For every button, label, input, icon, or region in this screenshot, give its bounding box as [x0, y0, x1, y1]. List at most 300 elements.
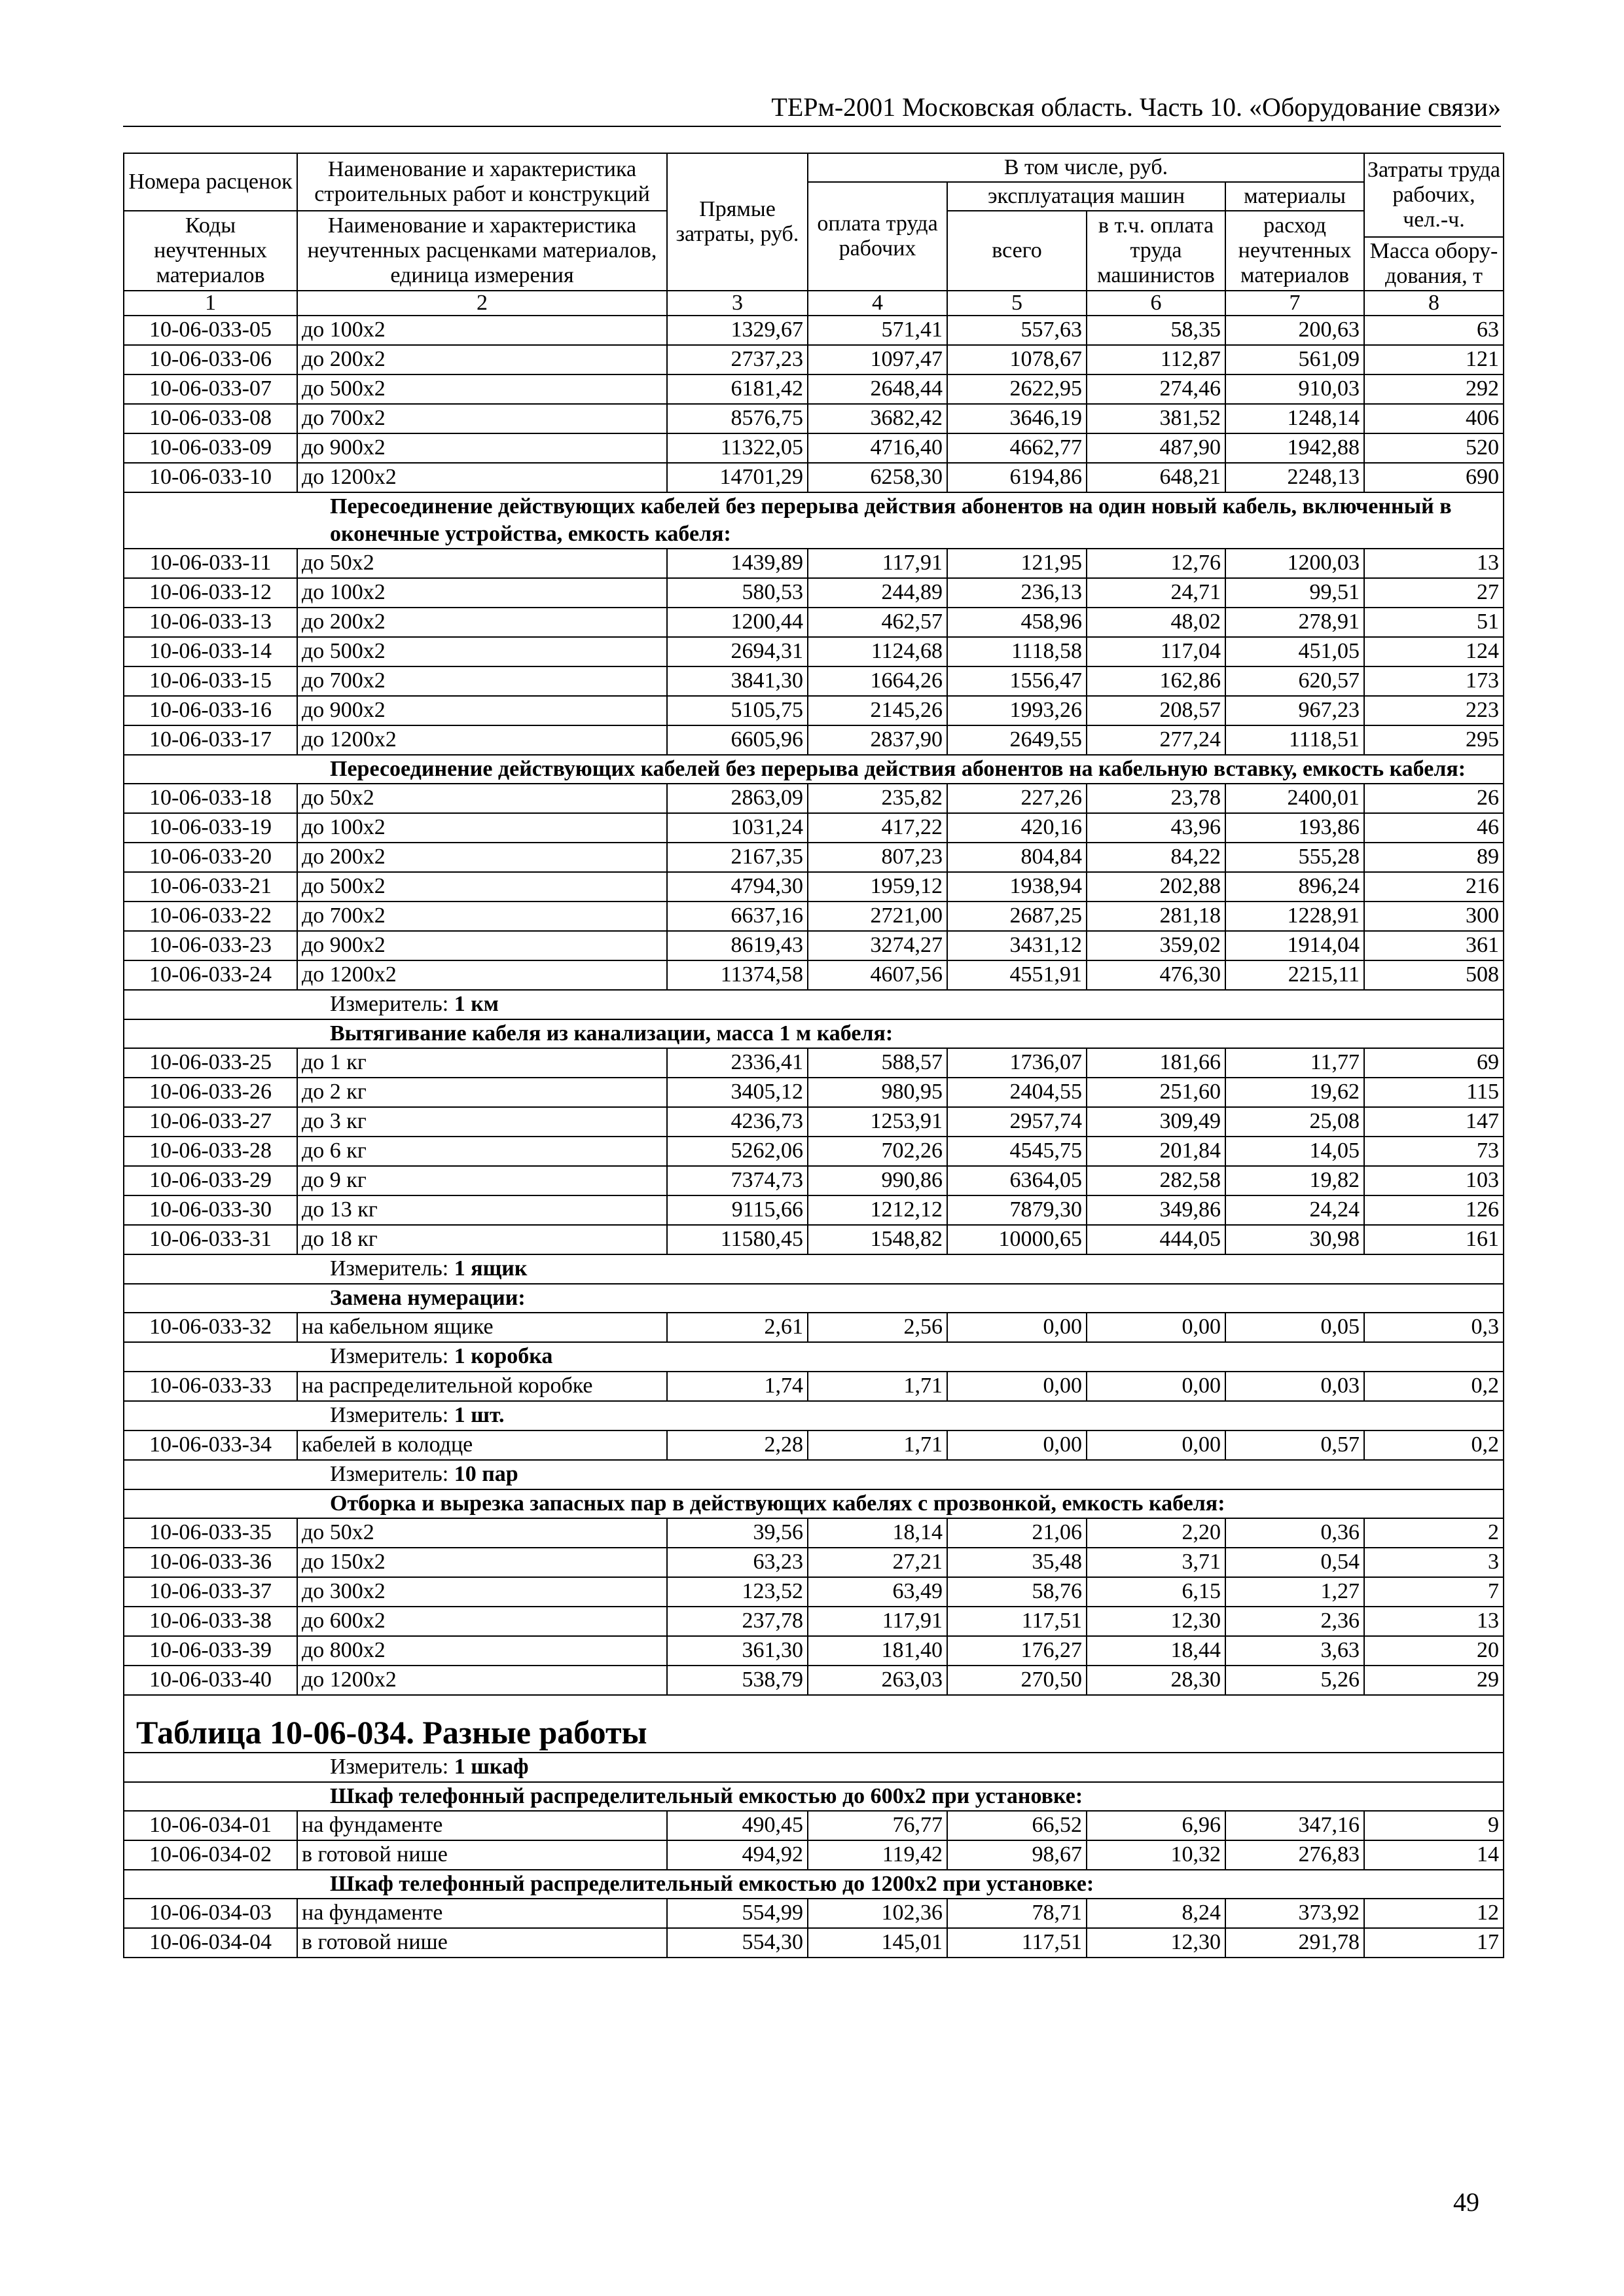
table-row	[124, 843, 1504, 872]
direct-costs: 1329,67	[667, 316, 808, 345]
work-name: до 6 кг	[297, 1137, 667, 1166]
materials: 1200,03	[1225, 549, 1364, 578]
column-number-row	[124, 291, 1504, 316]
rate-code: 10-06-033-20	[124, 843, 297, 872]
work-name: до 50х2	[297, 549, 667, 578]
column-number: 3	[667, 291, 808, 316]
materials: 1228,91	[1225, 902, 1364, 931]
rate-code: 10-06-034-01	[124, 1811, 297, 1840]
rate-code: 10-06-033-16	[124, 696, 297, 725]
worker-pay: 4607,56	[808, 960, 947, 990]
machine-total: 4545,75	[947, 1137, 1087, 1166]
measure-unit: 1 шт.	[454, 1403, 505, 1427]
worker-pay: 1664,26	[808, 666, 947, 696]
worker-pay: 244,89	[808, 578, 947, 608]
labor-costs: 9	[1364, 1811, 1504, 1840]
machine-total: 458,96	[947, 608, 1087, 637]
worker-pay: 117,91	[808, 549, 947, 578]
table-row	[124, 578, 1504, 608]
table-row	[124, 1666, 1504, 1695]
table-row	[124, 1518, 1504, 1548]
table-row	[124, 637, 1504, 666]
worker-pay: 462,57	[808, 608, 947, 637]
col-header-rate-number: Номера расценок	[124, 153, 297, 211]
rate-code: 10-06-033-06	[124, 345, 297, 374]
labor-costs: 0,2	[1364, 1372, 1504, 1401]
rate-code: 10-06-033-07	[124, 374, 297, 404]
operator-pay: 6,15	[1087, 1577, 1225, 1607]
column-number: 7	[1225, 291, 1364, 316]
direct-costs: 2694,31	[667, 637, 808, 666]
labor-costs: 12	[1364, 1899, 1504, 1928]
operator-pay: 359,02	[1087, 931, 1225, 960]
table-row	[124, 1840, 1504, 1870]
operator-pay: 0,00	[1087, 1313, 1225, 1342]
col-header-work-name: Наименование и характеристика строительных работ и конструкций	[297, 153, 667, 211]
machine-total: 98,67	[947, 1840, 1087, 1870]
machine-total: 0,00	[947, 1313, 1087, 1342]
machine-total: 270,50	[947, 1666, 1087, 1695]
work-name: в готовой нише	[297, 1928, 667, 1958]
worker-pay: 588,57	[808, 1048, 947, 1078]
operator-pay: 112,87	[1087, 345, 1225, 374]
measure-row	[124, 1254, 1504, 1284]
table-row	[124, 960, 1504, 990]
direct-costs: 8576,75	[667, 404, 808, 433]
work-name: до 200х2	[297, 843, 667, 872]
measure-label: Измеритель:	[330, 1256, 454, 1281]
section-row	[124, 1489, 1504, 1518]
work-name: до 300х2	[297, 1577, 667, 1607]
table-row	[124, 872, 1504, 902]
table-row	[124, 1577, 1504, 1607]
worker-pay: 3274,27	[808, 931, 947, 960]
measure-label: Измеритель:	[330, 1755, 454, 1779]
rate-code: 10-06-033-15	[124, 666, 297, 696]
measure-unit: 1 км	[454, 992, 499, 1016]
table-row	[124, 608, 1504, 637]
table-row	[124, 316, 1504, 345]
rate-code: 10-06-033-25	[124, 1048, 297, 1078]
worker-pay: 119,42	[808, 1840, 947, 1870]
worker-pay: 235,82	[808, 784, 947, 813]
machine-total: 2957,74	[947, 1107, 1087, 1137]
labor-costs: 20	[1364, 1636, 1504, 1666]
operator-pay: 12,30	[1087, 1928, 1225, 1958]
rate-code: 10-06-033-18	[124, 784, 297, 813]
materials: 2,36	[1225, 1607, 1364, 1636]
work-name: на фундаменте	[297, 1899, 667, 1928]
table-row	[124, 1430, 1504, 1460]
direct-costs: 2863,09	[667, 784, 808, 813]
table-row	[124, 1928, 1504, 1958]
operator-pay: 0,00	[1087, 1430, 1225, 1460]
operator-pay: 277,24	[1087, 725, 1225, 755]
measure-cell	[297, 1753, 1504, 1782]
work-name: до 150х2	[297, 1548, 667, 1577]
col-header-material-name: Наименование и характеристика неучтенных расценками материалов, единица измерения	[297, 211, 667, 291]
rate-code: 10-06-033-28	[124, 1137, 297, 1166]
machine-total: 804,84	[947, 843, 1087, 872]
operator-pay: 201,84	[1087, 1137, 1225, 1166]
direct-costs: 237,78	[667, 1607, 808, 1636]
work-name: до 900х2	[297, 931, 667, 960]
direct-costs: 1439,89	[667, 549, 808, 578]
labor-costs: 124	[1364, 637, 1504, 666]
worker-pay: 1548,82	[808, 1225, 947, 1254]
operator-pay: 274,46	[1087, 374, 1225, 404]
column-number: 5	[947, 291, 1087, 316]
rate-code: 10-06-033-35	[124, 1518, 297, 1548]
materials: 14,05	[1225, 1137, 1364, 1166]
rate-code: 10-06-033-17	[124, 725, 297, 755]
operator-pay: 181,66	[1087, 1048, 1225, 1078]
worker-pay: 27,21	[808, 1548, 947, 1577]
measure-label: Измеритель:	[330, 1462, 454, 1486]
operator-pay: 84,22	[1087, 843, 1225, 872]
rates-table	[123, 153, 1504, 1958]
work-name: до 900х2	[297, 696, 667, 725]
materials: 0,05	[1225, 1313, 1364, 1342]
labor-costs: 0,3	[1364, 1313, 1504, 1342]
direct-costs: 4236,73	[667, 1107, 808, 1137]
labor-costs: 51	[1364, 608, 1504, 637]
section-row	[124, 1870, 1504, 1899]
operator-pay: 3,71	[1087, 1548, 1225, 1577]
direct-costs: 490,45	[667, 1811, 808, 1840]
machine-total: 2649,55	[947, 725, 1087, 755]
machine-total: 1993,26	[947, 696, 1087, 725]
operator-pay: 648,21	[1087, 463, 1225, 492]
rate-code: 10-06-033-30	[124, 1195, 297, 1225]
work-name: кабелей в колодце	[297, 1430, 667, 1460]
measure-unit: 1 шкаф	[454, 1755, 529, 1779]
rate-code: 10-06-034-04	[124, 1928, 297, 1958]
table-row	[124, 345, 1504, 374]
rate-code: 10-06-033-21	[124, 872, 297, 902]
section-blank	[124, 1489, 297, 1518]
rate-code: 10-06-033-24	[124, 960, 297, 990]
labor-costs: 115	[1364, 1078, 1504, 1107]
labor-costs: 292	[1364, 374, 1504, 404]
labor-costs: 69	[1364, 1048, 1504, 1078]
labor-costs: 161	[1364, 1225, 1504, 1254]
measure-unit: 1 коробка	[454, 1344, 553, 1368]
materials: 24,24	[1225, 1195, 1364, 1225]
measure-blank	[124, 1254, 297, 1284]
section-title: Отборка и вырезка запасных пар в действующих кабелях с прозвонкой, емкость кабеля:	[297, 1489, 1504, 1518]
rate-code: 10-06-033-14	[124, 637, 297, 666]
rate-code: 10-06-033-19	[124, 813, 297, 843]
machine-total: 6194,86	[947, 463, 1087, 492]
machine-total: 176,27	[947, 1636, 1087, 1666]
labor-costs: 14	[1364, 1840, 1504, 1870]
direct-costs: 2,61	[667, 1313, 808, 1342]
labor-costs: 73	[1364, 1137, 1504, 1166]
work-name: до 100х2	[297, 813, 667, 843]
labor-costs: 13	[1364, 549, 1504, 578]
section-row	[124, 755, 1504, 784]
machine-total: 4551,91	[947, 960, 1087, 990]
machine-total: 2687,25	[947, 902, 1087, 931]
worker-pay: 980,95	[808, 1078, 947, 1107]
rate-code: 10-06-033-40	[124, 1666, 297, 1695]
measure-cell	[297, 1342, 1504, 1372]
direct-costs: 14701,29	[667, 463, 808, 492]
labor-costs: 103	[1364, 1166, 1504, 1195]
rate-code: 10-06-034-02	[124, 1840, 297, 1870]
machine-total: 1556,47	[947, 666, 1087, 696]
direct-costs: 6181,42	[667, 374, 808, 404]
rate-code: 10-06-033-29	[124, 1166, 297, 1195]
machine-total: 117,51	[947, 1928, 1087, 1958]
labor-costs: 13	[1364, 1607, 1504, 1636]
rate-code: 10-06-033-33	[124, 1372, 297, 1401]
labor-costs: 17	[1364, 1928, 1504, 1958]
worker-pay: 2837,90	[808, 725, 947, 755]
direct-costs: 2,28	[667, 1430, 808, 1460]
measure-cell	[297, 1401, 1504, 1430]
rate-code: 10-06-033-11	[124, 549, 297, 578]
labor-costs: 26	[1364, 784, 1504, 813]
rate-code: 10-06-033-26	[124, 1078, 297, 1107]
table-row	[124, 725, 1504, 755]
section-blank	[124, 1284, 297, 1313]
work-name: до 3 кг	[297, 1107, 667, 1137]
labor-costs: 216	[1364, 872, 1504, 902]
col-header-machine-operation: эксплуатация машин	[947, 182, 1225, 211]
measure-label: Измеритель:	[330, 1344, 454, 1368]
col-header-equipment-mass: Масса обору-дования, т	[1364, 237, 1504, 291]
worker-pay: 2145,26	[808, 696, 947, 725]
direct-costs: 8619,43	[667, 931, 808, 960]
machine-total: 3646,19	[947, 404, 1087, 433]
materials: 19,82	[1225, 1166, 1364, 1195]
operator-pay: 48,02	[1087, 608, 1225, 637]
rate-code: 10-06-033-09	[124, 433, 297, 463]
table-row	[124, 902, 1504, 931]
work-name: до 900х2	[297, 433, 667, 463]
worker-pay: 1097,47	[808, 345, 947, 374]
machine-total: 1118,58	[947, 637, 1087, 666]
labor-costs: 46	[1364, 813, 1504, 843]
operator-pay: 487,90	[1087, 433, 1225, 463]
machine-total: 420,16	[947, 813, 1087, 843]
measure-unit: 1 ящик	[454, 1256, 528, 1281]
work-name: до 500х2	[297, 374, 667, 404]
worker-pay: 1,71	[808, 1430, 947, 1460]
labor-costs: 406	[1364, 404, 1504, 433]
work-name: до 1200х2	[297, 960, 667, 990]
worker-pay: 1212,12	[808, 1195, 947, 1225]
measure-blank	[124, 1342, 297, 1372]
rate-code: 10-06-033-22	[124, 902, 297, 931]
col-header-operator-pay: в т.ч. оплата труда машинистов	[1087, 211, 1225, 291]
worker-pay: 4716,40	[808, 433, 947, 463]
labor-costs: 147	[1364, 1107, 1504, 1137]
measure-blank	[124, 1460, 297, 1489]
measure-cell	[297, 1460, 1504, 1489]
direct-costs: 39,56	[667, 1518, 808, 1548]
rate-code: 10-06-033-10	[124, 463, 297, 492]
section-title: Вытягивание кабеля из канализации, масса 1 м кабеля:	[297, 1019, 1504, 1048]
direct-costs: 6605,96	[667, 725, 808, 755]
table-row	[124, 463, 1504, 492]
table-row	[124, 784, 1504, 813]
table-title-cell	[124, 1695, 1504, 1753]
col-header-machine-total: всего	[947, 211, 1087, 291]
direct-costs: 11374,58	[667, 960, 808, 990]
measure-row	[124, 1342, 1504, 1372]
operator-pay: 58,35	[1087, 316, 1225, 345]
direct-costs: 554,99	[667, 1899, 808, 1928]
labor-costs: 223	[1364, 696, 1504, 725]
labor-costs: 2	[1364, 1518, 1504, 1548]
machine-total: 117,51	[947, 1607, 1087, 1636]
rate-code: 10-06-033-13	[124, 608, 297, 637]
table-title: Таблица 10-06-034. Разные работы	[136, 1714, 647, 1751]
measure-cell	[297, 1254, 1504, 1284]
table-row	[124, 1166, 1504, 1195]
work-name: на распределительной коробке	[297, 1372, 667, 1401]
machine-total: 4662,77	[947, 433, 1087, 463]
table-row	[124, 931, 1504, 960]
machine-total: 6364,05	[947, 1166, 1087, 1195]
materials: 561,09	[1225, 345, 1364, 374]
worker-pay: 117,91	[808, 1607, 947, 1636]
materials: 11,77	[1225, 1048, 1364, 1078]
operator-pay: 476,30	[1087, 960, 1225, 990]
machine-total: 58,76	[947, 1577, 1087, 1607]
section-title: Замена нумерации:	[297, 1284, 1504, 1313]
measure-row	[124, 990, 1504, 1019]
work-name: до 600х2	[297, 1607, 667, 1636]
page-number: 49	[1453, 2187, 1479, 2217]
direct-costs: 63,23	[667, 1548, 808, 1577]
running-header: ТЕРм-2001 Московская область. Часть 10. «Оборудование связи»	[123, 92, 1501, 127]
direct-costs: 4794,30	[667, 872, 808, 902]
labor-costs: 126	[1364, 1195, 1504, 1225]
worker-pay: 76,77	[808, 1811, 947, 1840]
machine-total: 1736,07	[947, 1048, 1087, 1078]
section-row	[124, 1019, 1504, 1048]
machine-total: 236,13	[947, 578, 1087, 608]
labor-costs: 295	[1364, 725, 1504, 755]
rate-code: 10-06-033-23	[124, 931, 297, 960]
rate-code: 10-06-033-37	[124, 1577, 297, 1607]
materials: 5,26	[1225, 1666, 1364, 1695]
work-name: в готовой нише	[297, 1840, 667, 1870]
worker-pay: 6258,30	[808, 463, 947, 492]
materials: 30,98	[1225, 1225, 1364, 1254]
materials: 1118,51	[1225, 725, 1364, 755]
direct-costs: 361,30	[667, 1636, 808, 1666]
operator-pay: 309,49	[1087, 1107, 1225, 1137]
machine-total: 66,52	[947, 1811, 1087, 1840]
section-title: Шкаф телефонный распределительный емкостью до 1200х2 при установке:	[297, 1870, 1504, 1899]
operator-pay: 10,32	[1087, 1840, 1225, 1870]
rate-code: 10-06-033-38	[124, 1607, 297, 1636]
direct-costs: 2167,35	[667, 843, 808, 872]
table-row	[124, 433, 1504, 463]
direct-costs: 554,30	[667, 1928, 808, 1958]
measure-row	[124, 1460, 1504, 1489]
labor-costs: 29	[1364, 1666, 1504, 1695]
worker-pay: 18,14	[808, 1518, 947, 1548]
direct-costs: 1,74	[667, 1372, 808, 1401]
direct-costs: 5105,75	[667, 696, 808, 725]
materials: 276,83	[1225, 1840, 1364, 1870]
section-blank	[124, 492, 297, 549]
worker-pay: 1124,68	[808, 637, 947, 666]
direct-costs: 2737,23	[667, 345, 808, 374]
materials: 1248,14	[1225, 404, 1364, 433]
direct-costs: 11322,05	[667, 433, 808, 463]
operator-pay: 43,96	[1087, 813, 1225, 843]
table-row	[124, 1548, 1504, 1577]
section-title: Пересоединение действующих кабелей без перерыва действия абонентов на один новый кабель, включенный в оконечные устройства, емкость кабеля:	[297, 492, 1504, 549]
materials: 0,57	[1225, 1430, 1364, 1460]
column-number: 2	[297, 291, 667, 316]
materials: 200,63	[1225, 316, 1364, 345]
labor-costs: 7	[1364, 1577, 1504, 1607]
table-row	[124, 1636, 1504, 1666]
operator-pay: 117,04	[1087, 637, 1225, 666]
worker-pay: 1253,91	[808, 1107, 947, 1137]
measure-blank	[124, 990, 297, 1019]
direct-costs: 538,79	[667, 1666, 808, 1695]
table-row	[124, 374, 1504, 404]
machine-total: 557,63	[947, 316, 1087, 345]
machine-total: 10000,65	[947, 1225, 1087, 1254]
materials: 193,86	[1225, 813, 1364, 843]
measure-row	[124, 1401, 1504, 1430]
col-header-materials: материалы	[1225, 182, 1364, 211]
column-number: 4	[808, 291, 947, 316]
table-header	[124, 153, 1504, 316]
labor-costs: 89	[1364, 843, 1504, 872]
labor-costs: 520	[1364, 433, 1504, 463]
machine-total: 0,00	[947, 1372, 1087, 1401]
worker-pay: 2721,00	[808, 902, 947, 931]
worker-pay: 63,49	[808, 1577, 947, 1607]
materials: 1,27	[1225, 1577, 1364, 1607]
operator-pay: 28,30	[1087, 1666, 1225, 1695]
col-header-material-codes: Коды неучтенных материалов	[124, 211, 297, 291]
table-row	[124, 1137, 1504, 1166]
direct-costs: 6637,16	[667, 902, 808, 931]
col-header-material-usage: расход неучтенных материалов	[1225, 211, 1364, 291]
operator-pay: 18,44	[1087, 1636, 1225, 1666]
operator-pay: 251,60	[1087, 1078, 1225, 1107]
work-name: до 700х2	[297, 902, 667, 931]
table-row	[124, 1048, 1504, 1078]
table-row	[124, 1899, 1504, 1928]
machine-total: 7879,30	[947, 1195, 1087, 1225]
operator-pay: 162,86	[1087, 666, 1225, 696]
rate-code: 10-06-033-12	[124, 578, 297, 608]
direct-costs: 5262,06	[667, 1137, 808, 1166]
work-name: до 200х2	[297, 608, 667, 637]
materials: 896,24	[1225, 872, 1364, 902]
rate-code: 10-06-033-08	[124, 404, 297, 433]
table-row	[124, 1078, 1504, 1107]
operator-pay: 282,58	[1087, 1166, 1225, 1195]
section-row	[124, 1782, 1504, 1811]
labor-costs: 300	[1364, 902, 1504, 931]
worker-pay: 417,22	[808, 813, 947, 843]
work-name: до 200х2	[297, 345, 667, 374]
